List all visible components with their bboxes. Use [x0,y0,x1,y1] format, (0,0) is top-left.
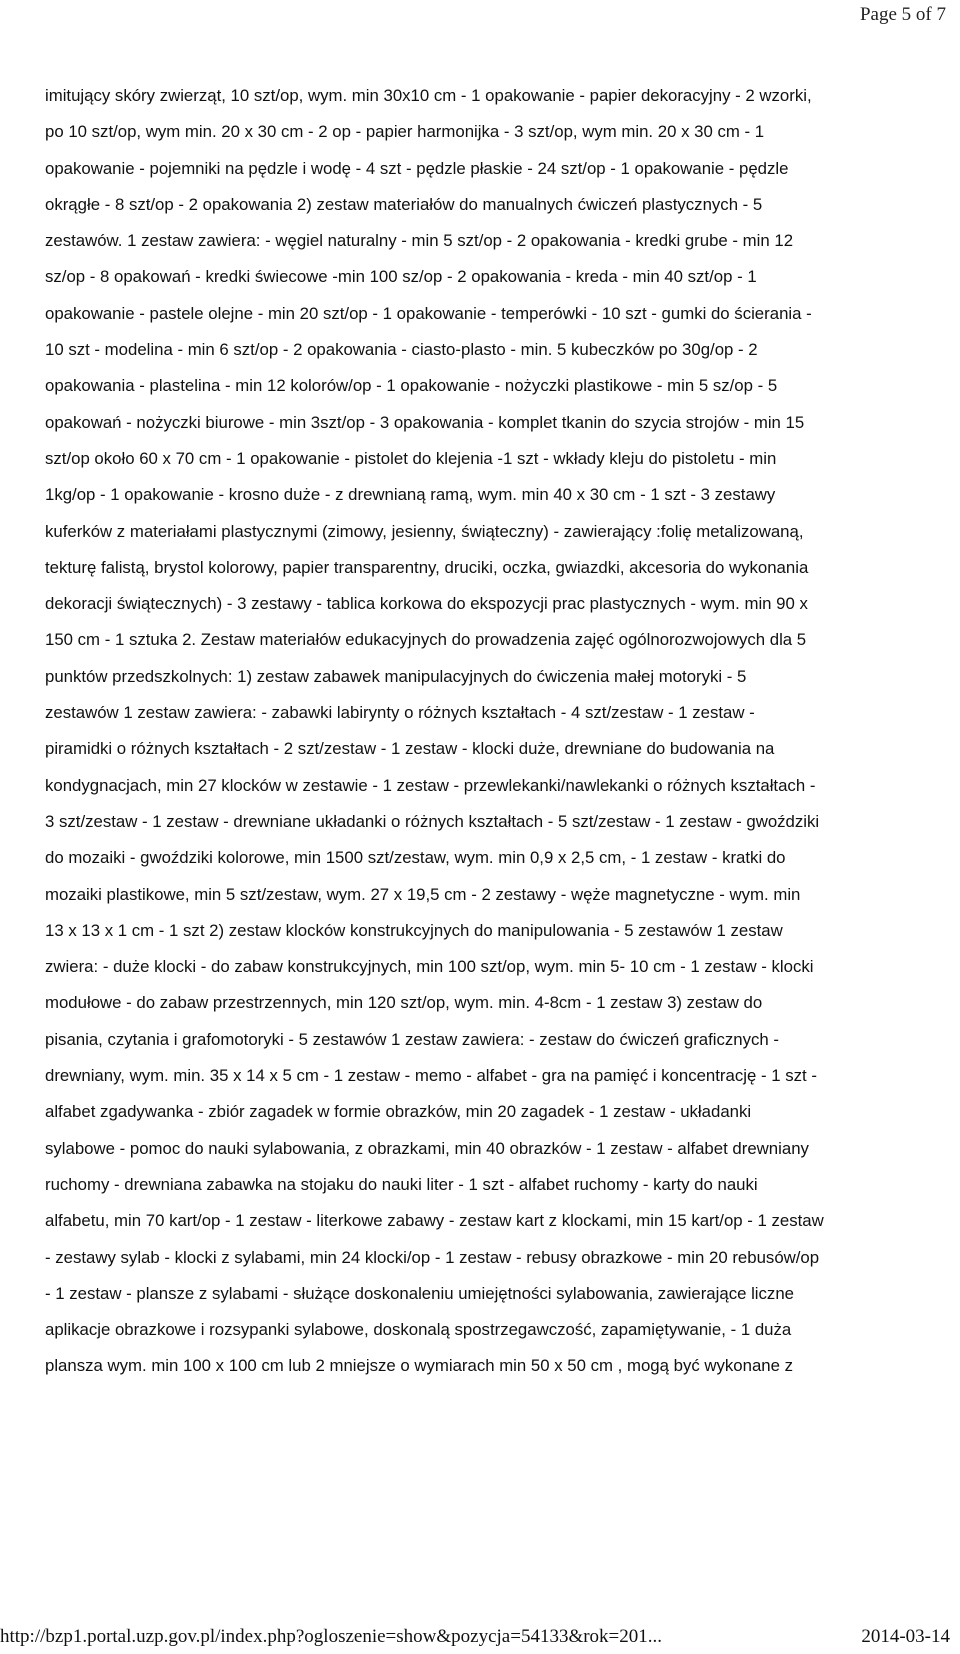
body-line: alfabet zgadywanka - zbiór zagadek w formie obrazków, min 20 zagadek - 1 zestaw - układanki [45,1102,752,1122]
body-line: zestawów. 1 zestaw zawiera: - węgiel naturalny - min 5 szt/op - 2 opakowania - kredki grube - min 12 [45,231,794,251]
body-line: 150 cm - 1 sztuka 2. Zestaw materiałów edukacyjnych do prowadzenia zajęć ogólnorozwojowych dla 5 [45,630,807,650]
body-line: - 1 zestaw - plansze z sylabami - służące doskonaleniu umiejętności sylabowania, zawierające liczne [45,1283,794,1303]
body-line: mozaiki plastikowe, min 5 szt/zestaw, wym. 27 x 19,5 cm - 2 zestawy - węże magnetyczne - wym. min [45,884,801,904]
body-line: 3 szt/zestaw - 1 zestaw - drewniane układanki o różnych kształtach - 5 szt/zestaw - 1 zestaw - gwoździki [45,811,820,831]
body-line: do mozaiki - gwoździki kolorowe, min 1500 szt/zestaw, wym. min 0,9 x 2,5 cm, - 1 zestaw - kratki do [45,848,786,868]
body-line: 10 szt - modelina - min 6 szt/op - 2 opakowania - ciasto-plasto - min. 5 kubeczków po 30g/op - 2 [45,340,758,360]
body-line: plansza wym. min 100 x 100 cm lub 2 mniejsze o wymiarach min 50 x 50 cm , mogą być wykonane z [45,1356,794,1376]
body-line: kondygnacjach, min 27 klocków w zestawie - 1 zestaw - przewlekanki/nawlekanki o różnych kształtach - [45,775,816,795]
body-line: dekoracji świątecznych) - 3 zestawy - tablica korkowa do ekspozycji prac plastycznych - wym. min 90 x [45,594,808,614]
body-line: zwiera: - duże klocki - do zabaw konstrukcyjnych, min 100 szt/op, wym. min 5- 10 cm - 1 zestaw - klocki [45,957,814,977]
body-line: opakowania - plastelina - min 12 kolorów/op - 1 opakowanie - nożyczki plastikowe - min 5 sz/op - 5 [45,376,778,396]
body-line: szt/op około 60 x 70 cm - 1 opakowanie - pistolet do klejenia -1 szt - wkłady kleju do pistoletu - min [45,448,777,468]
body-line: drewniany, wym. min. 35 x 14 x 5 cm - 1 zestaw - memo - alfabet - gra na pamięć i koncentrację - 1 szt - [45,1066,817,1086]
body-line: alfabetu, min 70 kart/op - 1 zestaw - literkowe zabawy - zestaw kart z klockami, min 15 kart/op - 1 zestaw [45,1211,824,1231]
document-body [45,78,957,1385]
body-line: imitujący skóry zwierząt, 10 szt/op, wym. min 30x10 cm - 1 opakowanie - papier dekoracyjny - 2 wzorki, [45,86,812,105]
body-line: okrągłe - 8 szt/op - 2 opakowania 2) zestaw materiałów do manualnych ćwiczeń plastycznych - 5 [45,194,763,214]
body-line: ruchomy - drewniana zabawka na stojaku do nauki liter - 1 szt - alfabet ruchomy - karty do nauki [45,1174,758,1194]
body-line: punktów przedszkolnych: 1) zestaw zabawek manipulacyjnych do ćwiczenia małej motoryki - 5 [45,666,747,686]
body-line: aplikacje obrazkowe i rozsypanki sylabowe, doskonalą spostrzegawczość, zapamiętywanie, - 1 duża [45,1320,792,1340]
body-line: opakowanie - pojemniki na pędzle i wodę - 4 szt - pędzle płaskie - 24 szt/op - 1 opakowanie - pędzle [45,158,789,178]
body-line: pisania, czytania i grafomotoryki - 5 zestawów 1 zestaw zawiera: - zestaw do ćwiczeń graficznych - [45,1029,779,1049]
body-line: 13 x 13 x 1 cm - 1 szt 2) zestaw klocków konstrukcyjnych do manipulowania - 5 zestawów 1 zestaw [45,920,783,940]
body-line: sz/op - 8 opakowań - kredki świecowe -min 100 sz/op - 2 opakowania - kreda - min 40 szt/op - 1 [45,267,757,287]
body-line: zestawów 1 zestaw zawiera: - zabawki labirynty o różnych kształtach - 4 szt/zestaw - 1 zestaw - [45,703,755,723]
body-line: 1kg/op - 1 opakowanie - krosno duże - z drewnianą ramą, wym. min 40 x 30 cm - 1 szt - 3 zestawy [45,485,776,505]
footer-date: 2014-03-14 [861,1626,950,1647]
body-line: po 10 szt/op, wym min. 20 x 30 cm - 2 op - papier harmonijka - 3 szt/op, wym min. 20 x 30 cm - 1 [45,122,765,142]
body-line: tekturę falistą, brystol kolorowy, papier transparentny, druciki, oczka, gwiazdki, akcesoria do wykonania [45,557,809,577]
page-indicator: Page 5 of 7 [859,4,946,25]
body-line: opakowanie - pastele olejne - min 20 szt/op - 1 opakowanie - temperówki - 10 szt - gumki do ścierania - [45,303,812,323]
body-line: kuferków z materiałami plastycznymi (zimowy, jesienny, świąteczny) - zawierający :folię metalizowaną, [45,521,804,541]
footer-url: http://bzp1.portal.uzp.gov.pl/index.php?ogloszenie=show&pozycja=54133&rok=201... [0,1626,663,1647]
body-line: piramidki o różnych kształtach - 2 szt/zestaw - 1 zestaw - klocki duże, drewniane do budowania na [45,739,775,759]
body-line: sylabowe - pomoc do nauki sylabowania, z obrazkami, min 40 obrazków - 1 zestaw - alfabet drewniany [45,1138,809,1158]
body-line: modułowe - do zabaw przestrzennych, min 120 szt/op, wym. min. 4-8cm - 1 zestaw 3) zestaw do [45,993,763,1013]
body-line: - zestawy sylab - klocki z sylabami, min 24 klocki/op - 1 zestaw - rebusy obrazkowe - min 20 rebusów/op [45,1247,820,1267]
page-footer [0,1626,960,1652]
body-line: opakowań - nożyczki biurowe - min 3szt/op - 3 opakowania - komplet tkanin do szycia strojów - min 15 [45,412,805,432]
